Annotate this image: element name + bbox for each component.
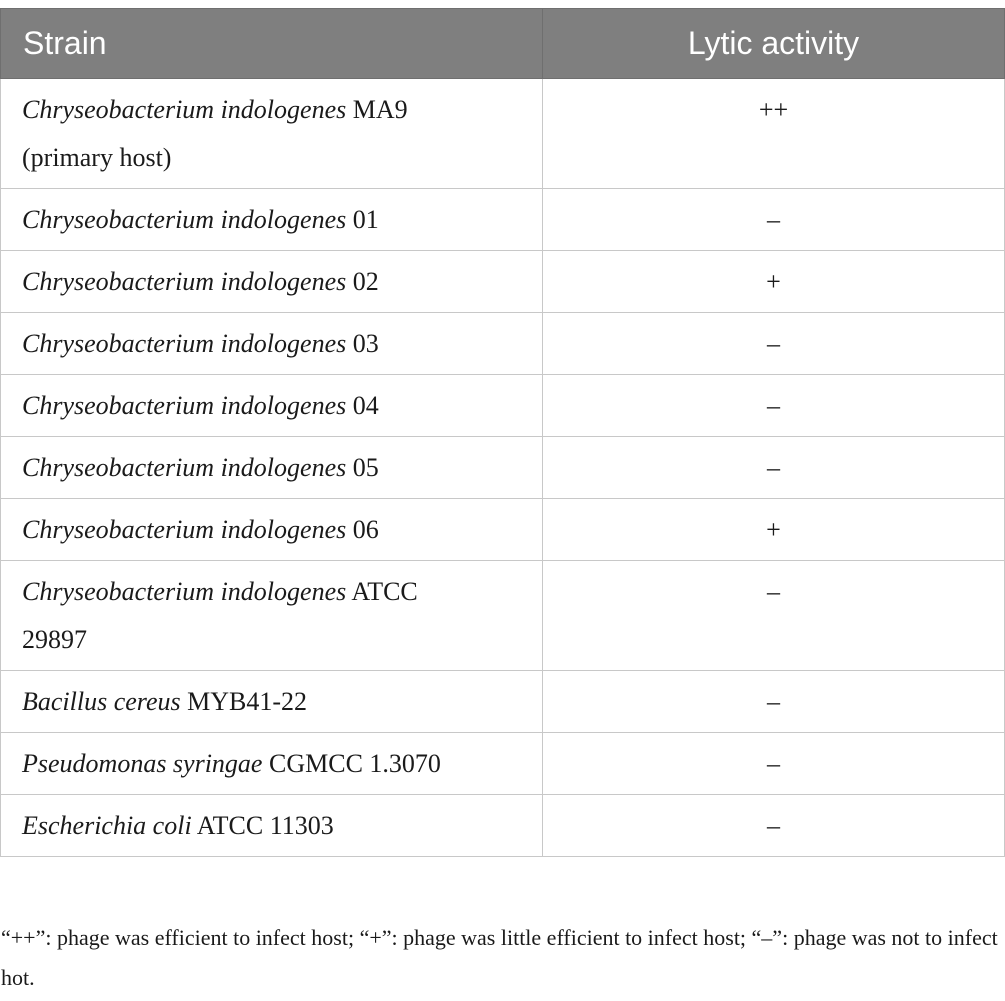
species-name: Chryseobacterium indologenes: [22, 391, 347, 420]
strain-cell: [1, 189, 543, 251]
species-name: Chryseobacterium indologenes: [22, 329, 347, 358]
strain-id: 05: [352, 453, 379, 482]
table-row: [1, 189, 1005, 251]
table-row: [1, 671, 1005, 733]
strain-note: 29897: [22, 625, 87, 654]
species-name: Chryseobacterium indologenes: [22, 95, 347, 124]
activity-cell: –: [543, 189, 1005, 251]
species-name: Chryseobacterium indologenes: [22, 577, 347, 606]
table-row: [1, 561, 1005, 671]
table-row: [1, 313, 1005, 375]
strain-id: 06: [352, 515, 379, 544]
strain-id: 02: [352, 267, 379, 296]
strain-id: 03: [352, 329, 379, 358]
activity-cell: –: [543, 561, 1005, 671]
strain-cell: [1, 375, 543, 437]
table-row: [1, 733, 1005, 795]
table-header-row: [1, 9, 1005, 79]
activity-cell: –: [543, 313, 1005, 375]
activity-cell: –: [543, 437, 1005, 499]
strain-cell: [1, 79, 543, 189]
header-strain: Strain: [1, 9, 543, 79]
activity-cell: +: [543, 499, 1005, 561]
strain-cell: [1, 795, 543, 857]
strain-cell: [1, 733, 543, 795]
lytic-activity-table: [0, 8, 1005, 857]
species-name: Chryseobacterium indologenes: [22, 515, 347, 544]
table-footnote: “++”: phage was efficient to infect host; “+”: phage was little efficient to infect host; “–”: phage was not to infect hot.: [1, 925, 998, 990]
strain-cell: [1, 437, 543, 499]
strain-cell: [1, 671, 543, 733]
lytic-activity-table-container: [0, 8, 1004, 857]
activity-cell: –: [543, 671, 1005, 733]
species-name: Pseudomonas syringae: [22, 749, 263, 778]
strain-cell: [1, 251, 543, 313]
strain-id: 01: [352, 205, 379, 234]
strain-cell: [1, 499, 543, 561]
table-row: [1, 79, 1005, 189]
strain-id: MYB41-22: [187, 687, 308, 716]
table-row: [1, 375, 1005, 437]
table-row: [1, 499, 1005, 561]
table-row: [1, 795, 1005, 857]
strain-note: (primary host): [22, 143, 172, 172]
species-name: Bacillus cereus: [22, 687, 181, 716]
table-row: [1, 437, 1005, 499]
species-name: Escherichia coli: [22, 811, 192, 840]
activity-cell: ++: [543, 79, 1005, 189]
strain-cell: [1, 561, 543, 671]
activity-cell: –: [543, 733, 1005, 795]
activity-cell: –: [543, 795, 1005, 857]
species-name: Chryseobacterium indologenes: [22, 267, 347, 296]
activity-cell: –: [543, 375, 1005, 437]
strain-id: ATCC: [351, 577, 418, 606]
header-lytic-activity: Lytic activity: [543, 9, 1005, 79]
strain-id: CGMCC 1.3070: [268, 749, 441, 778]
activity-cell: +: [543, 251, 1005, 313]
strain-id: ATCC 11303: [196, 811, 334, 840]
table-body: [1, 79, 1005, 857]
table-row: [1, 251, 1005, 313]
species-name: Chryseobacterium indologenes: [22, 453, 347, 482]
strain-cell: [1, 313, 543, 375]
species-name: Chryseobacterium indologenes: [22, 205, 347, 234]
strain-id: MA9: [352, 95, 408, 124]
strain-id: 04: [352, 391, 379, 420]
